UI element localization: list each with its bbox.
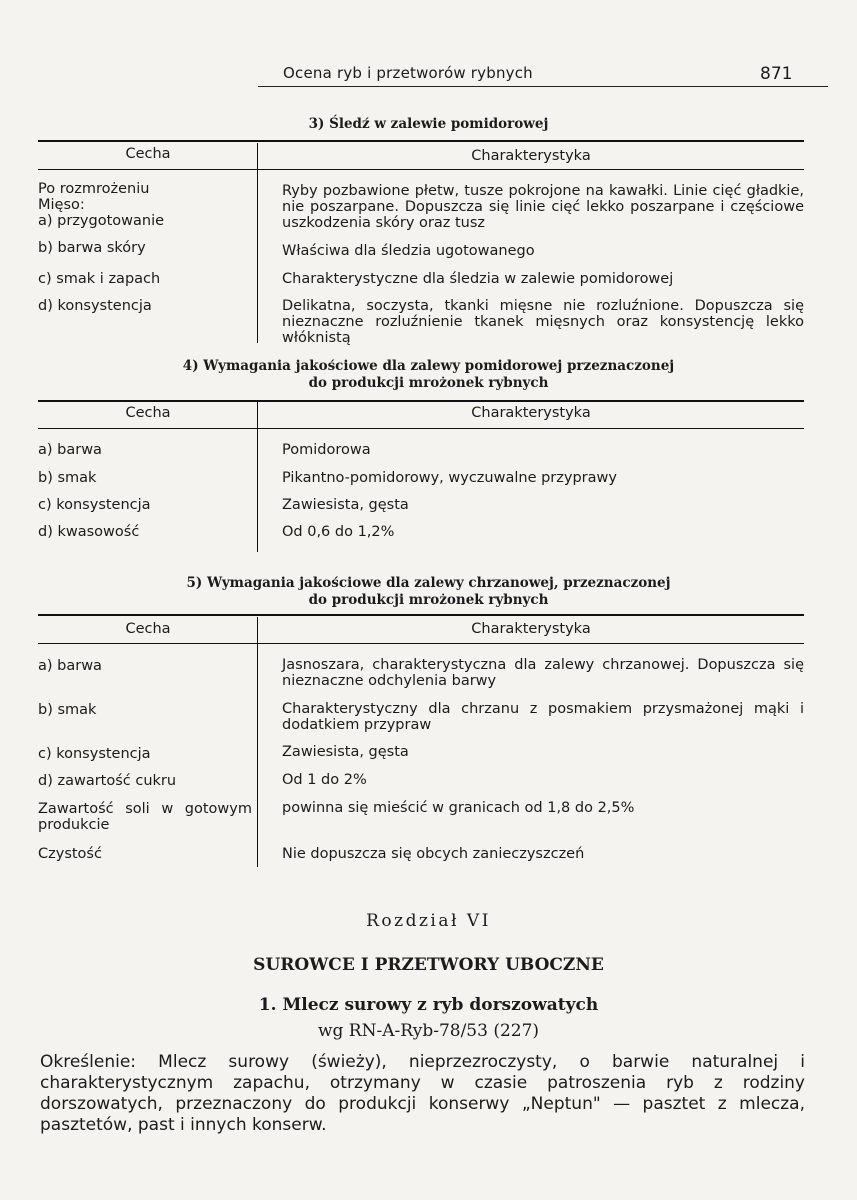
table-row-charakterystyka: Pikantno-pomidorowy, wyczuwalne przyprawy xyxy=(282,470,617,486)
table-4-title: 4) Wymagania jakościowe dla zalewy pomidorowej przeznaczonej do produkcji mrożonek rybnych xyxy=(182,358,675,391)
table-3-col-cecha: Cecha xyxy=(125,146,171,162)
table-row-cecha: c) smak i zapach xyxy=(38,271,161,287)
table-3-title: 3) Śledź w zalewie pomidorowej xyxy=(308,116,549,132)
table-row-charakterystyka: powinna się mieścić w granicach od 1,8 do 2,5% xyxy=(282,800,635,816)
table-5-col-charakterystyka: Charakterystyka xyxy=(471,621,591,637)
table-row-charakterystyka: Od 1 do 2% xyxy=(282,772,367,788)
table-row-charakterystyka: Pomidorowa xyxy=(282,442,371,458)
table-4-head-rule xyxy=(38,428,804,429)
table-row-cecha: d) kwasowość xyxy=(38,524,140,540)
table-4-top-rule xyxy=(38,400,804,402)
chapter-label: Rozdział VI xyxy=(366,911,491,931)
table-row-charakterystyka: Zawiesista, gęsta xyxy=(282,497,409,513)
table-row-cecha: b) barwa skóry xyxy=(38,240,146,256)
page-number: 871 xyxy=(760,64,793,84)
table-row-charakterystyka: Zawiesista, gęsta xyxy=(282,744,409,760)
table-row-cecha: b) smak xyxy=(38,470,97,486)
table-5-column-divider xyxy=(257,617,258,867)
table-row-cecha: a) barwa xyxy=(38,442,102,458)
table-3-col-charakterystyka: Charakterystyka xyxy=(471,148,591,164)
table-3-head-rule xyxy=(38,169,804,170)
table-row-charakterystyka: Ryby pozbawione płetw, tusze pokrojone na kawałki. Linie cięć gładkie, nie poszarpane. Dopuszcza się linie cięć lekko poszarpane i częściowe uszkodzenia skóry oraz tusz xyxy=(282,183,804,231)
table-row-cecha: c) konsystencja xyxy=(38,497,151,513)
table-5-title: 5) Wymagania jakościowe dla zalewy chrzanowej, przeznaczonej do produkcji mrożonek rybnych xyxy=(186,575,671,608)
table-3-top-rule xyxy=(38,140,804,142)
table-row-cecha: b) smak xyxy=(38,702,97,718)
table-row-charakterystyka: Nie dopuszcza się obcych zanieczyszczeń xyxy=(282,846,585,862)
definition-text: Mlecz surowy (świeży), nieprzezroczysty, o barwie naturalnej i charakterystycznym zapachu, otrzymany w czasie patroszenia ryb z rodziny dorszowatych, przeznaczony do produkcji konserwy „Neptun" — pasztet z mlecza, pasztetów, past i innych konserw. xyxy=(40,1052,805,1135)
table-4-column-divider xyxy=(257,402,258,552)
table-row-cecha: c) konsystencja xyxy=(38,746,151,762)
table-3-column-divider xyxy=(257,143,258,343)
item-title: 1. Mlecz surowy z ryb dorszowatych xyxy=(258,995,599,1015)
item-norm: wg RN-A-Ryb-78/53 (227) xyxy=(317,1021,540,1041)
table-4-col-charakterystyka: Charakterystyka xyxy=(471,405,591,421)
definition-label: Określenie: xyxy=(40,1052,137,1072)
definition-paragraph xyxy=(40,1052,805,1136)
table-row-cecha: a) barwa xyxy=(38,658,102,674)
table-row-charakterystyka: Właściwa dla śledzia ugotowanego xyxy=(282,243,535,259)
table-row-cecha: d) zawartość cukru xyxy=(38,773,177,789)
table-5-col-cecha: Cecha xyxy=(125,621,171,637)
table-row-cecha: Po rozmrożeniu Mięso: a) przygotowanie xyxy=(38,181,165,229)
table-4-col-cecha: Cecha xyxy=(125,405,171,421)
running-title: Ocena ryb i przetworów rybnych xyxy=(283,64,533,82)
chapter-title: SUROWCE I PRZETWORY UBOCZNE xyxy=(253,955,604,975)
table-row-cecha: d) konsystencja xyxy=(38,298,152,314)
table-5-top-rule xyxy=(38,614,804,616)
table-5-head-rule xyxy=(38,643,804,644)
table-row-charakterystyka: Delikatna, soczysta, tkanki mięsne nie rozluźnione. Dopuszcza się nieznaczne rozluźnienie tkanek mięsnych oraz konsystencję lekko włóknistą xyxy=(282,298,804,346)
header-rule xyxy=(258,86,828,87)
table-row-cecha: Zawartość soli w gotowym produkcie xyxy=(38,801,252,833)
table-row-cecha: Czystość xyxy=(38,846,102,862)
table-row-charakterystyka: Od 0,6 do 1,2% xyxy=(282,524,395,540)
table-row-charakterystyka: Jasnoszara, charakterystyczna dla zalewy chrzanowej. Dopuszcza się nieznaczne odchylenia barwy xyxy=(282,657,804,689)
table-row-charakterystyka: Charakterystyczne dla śledzia w zalewie pomidorowej xyxy=(282,271,674,287)
table-row-charakterystyka: Charakterystyczny dla chrzanu z posmakiem przysmażonej mąki i dodatkiem przypraw xyxy=(282,701,804,733)
